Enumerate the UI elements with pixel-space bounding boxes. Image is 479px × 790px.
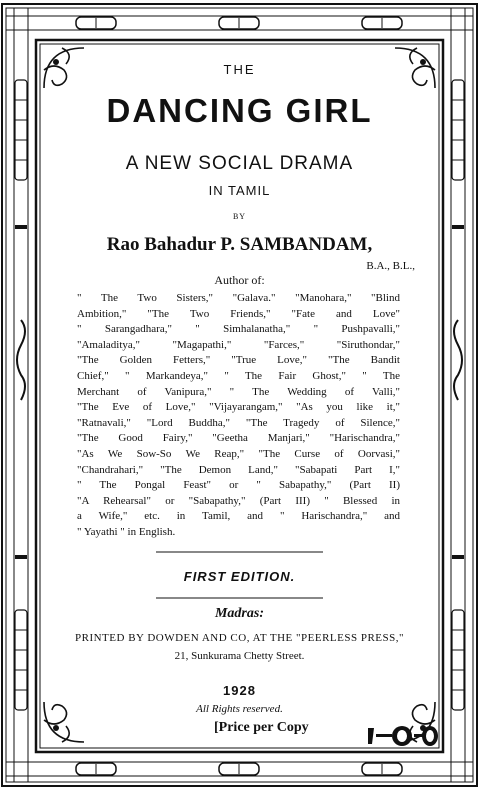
price-stamp-icon xyxy=(366,724,438,748)
book-title: DANCING GIRL xyxy=(106,92,373,129)
author-of-label: Author of: xyxy=(214,273,265,287)
works-line: "The Good Fairy," "Geetha Manjari," "Harischandra," xyxy=(77,432,400,445)
works-line: " Sarangadhara," " Simhalanatha," " Pushpavalli," xyxy=(77,323,400,336)
works-line: "As We Sow-So We Reap," "The Curse of Oorvasi," xyxy=(77,447,400,460)
works-line: "The Golden Fetters," "True Love," "The Bandit xyxy=(77,354,400,367)
works-line: "The Eve of Love," "Vijayarangam," "As you like it," xyxy=(77,401,400,414)
publication-city: Madras: xyxy=(214,606,264,621)
edition-label: FIRST EDITION. xyxy=(183,569,296,584)
printer-address: 21, Sunkurama Chetty Street. xyxy=(174,650,305,662)
works-line: "A Rehearsal" or "Sabapathy," (Part III) " Blessed in xyxy=(77,494,400,507)
works-line: "Ratnavali," "Lord Buddha," "The Tragedy of Silence," xyxy=(77,416,400,429)
works-line: "Amaladitya," "Magapathi," "Farces," "Siruthondar," xyxy=(77,338,400,351)
title-article: THE xyxy=(223,62,256,77)
publication-year: 1928 xyxy=(223,683,256,698)
works-list xyxy=(77,291,400,541)
works-line: Ambition," "The Two Friends," "Fate and Love" xyxy=(77,307,400,320)
works-line: " The Pongal Feast" or " Sabapathy," (Part II) xyxy=(77,479,400,492)
author-name: Rao Bahadur P. SAMBANDAM, xyxy=(106,234,373,255)
works-line: "Chandrahari," "The Demon Land," "Sabapati Part I," xyxy=(77,463,400,476)
price-label: [Price per Copy xyxy=(214,720,309,735)
works-line: Chief," " Markandeya," " The Fair Ghost," " The xyxy=(77,369,400,382)
printer-line: PRINTED BY DOWDEN AND CO, AT THE "PEERLESS PRESS," xyxy=(75,632,404,644)
author-degrees: B.A., B.L., xyxy=(366,260,415,272)
rights-notice: All Rights reserved. xyxy=(196,703,283,715)
works-line: a Wife," etc. in Tamil, and " Harischandra," and xyxy=(77,510,400,523)
works-line: " The Two Sisters," "Galava." "Manohara," "Blind xyxy=(77,292,400,304)
subtitle: A NEW SOCIAL DRAMA xyxy=(125,153,354,174)
language-line: IN TAMIL xyxy=(208,183,271,198)
works-line: " Yayathi " in English. xyxy=(77,525,176,538)
by-line: BY xyxy=(232,212,247,221)
works-line: Merchant of Vanipura," " The Wedding of Valli," xyxy=(77,385,400,398)
